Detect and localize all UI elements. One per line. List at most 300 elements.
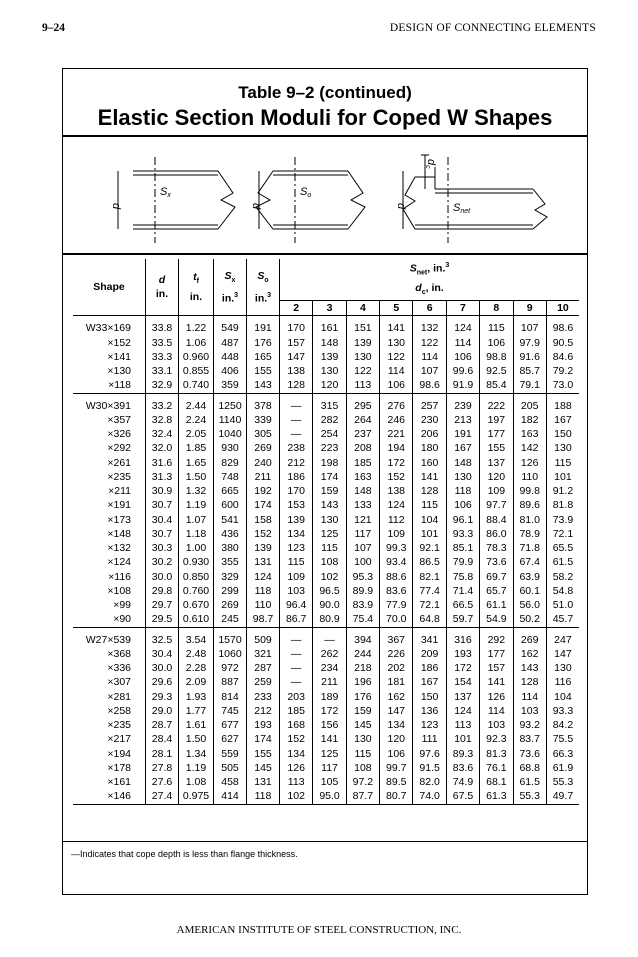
value-cell: 264 [346, 413, 379, 427]
value-cell: 30.3 [146, 541, 179, 555]
value-cell: 1.77 [179, 704, 214, 718]
table-row [73, 321, 579, 335]
value-cell: 1040 [214, 427, 247, 441]
value-cell: 541 [214, 513, 247, 527]
dc-value-header: 4 [346, 301, 379, 316]
value-cell: 103 [513, 704, 546, 718]
value-cell: 2.44 [179, 399, 214, 413]
value-cell: 100 [346, 555, 379, 569]
value-cell: 180 [413, 441, 446, 455]
table-row [73, 527, 579, 541]
value-cell: 188 [546, 399, 579, 413]
value-cell: 109 [380, 527, 413, 541]
value-cell: 254 [313, 427, 346, 441]
value-cell: 128 [513, 675, 546, 689]
col-d-header: d in. [146, 259, 179, 316]
value-cell: 174 [247, 498, 280, 512]
value-cell: 33.3 [146, 350, 179, 364]
shape-cell: ×148 [107, 527, 131, 540]
value-cell: 61.9 [546, 761, 579, 775]
value-cell: 151 [346, 321, 379, 335]
value-cell: 305 [247, 427, 280, 441]
value-cell: 186 [280, 470, 313, 484]
shape-cell: ×178 [107, 761, 131, 774]
value-cell: 1060 [214, 647, 247, 661]
value-cell: 133 [346, 498, 379, 512]
value-cell: 1140 [214, 413, 247, 427]
value-cell: 122 [413, 336, 446, 350]
dc-value-header: 10 [546, 301, 579, 316]
value-cell: 125 [313, 527, 346, 541]
value-cell: 101 [546, 470, 579, 484]
value-cell: 0.930 [179, 555, 214, 569]
value-cell: 55.3 [513, 789, 546, 804]
value-cell: 161 [313, 321, 346, 335]
value-cell: 73.6 [480, 555, 513, 569]
value-cell: 50.2 [513, 612, 546, 627]
value-cell: 1.19 [179, 761, 214, 775]
value-cell: 665 [214, 484, 247, 498]
value-cell: 91.5 [413, 761, 446, 775]
value-cell: 321 [247, 647, 280, 661]
value-cell: 1.85 [179, 441, 214, 455]
value-cell: 98.7 [247, 612, 280, 627]
diagram-dc-label: dc [424, 159, 437, 169]
value-cell: 88.6 [380, 570, 413, 584]
value-cell: 160 [413, 456, 446, 470]
table-title [63, 83, 587, 131]
value-cell: 27.4 [146, 789, 179, 804]
value-cell: 117 [313, 761, 346, 775]
shape-cell: ×368 [107, 647, 131, 660]
dc-value-header: 9 [513, 301, 546, 316]
shape-cell: ×235 [107, 470, 131, 483]
value-cell: 295 [346, 399, 379, 413]
value-cell: 154 [446, 675, 479, 689]
value-cell: 174 [313, 470, 346, 484]
value-cell: 157 [280, 336, 313, 350]
value-cell: — [280, 675, 313, 689]
value-cell: 58.2 [546, 570, 579, 584]
table-frame [62, 68, 588, 895]
table-title-line2: Elastic Section Moduli for Coped W Shapes [97, 105, 553, 130]
value-cell: 226 [380, 647, 413, 661]
value-cell: 165 [247, 350, 280, 364]
value-cell: 1.22 [179, 321, 214, 335]
value-cell: 102 [313, 570, 346, 584]
shape-cell: ×108 [107, 584, 131, 597]
value-cell: 152 [247, 527, 280, 541]
shape-cell: ×132 [107, 542, 131, 555]
value-cell: 91.9 [446, 378, 479, 393]
value-cell: 86.7 [280, 612, 313, 627]
value-cell: 81.8 [546, 498, 579, 512]
value-cell: 172 [380, 456, 413, 470]
value-cell: 116 [546, 675, 579, 689]
value-cell: 189 [313, 690, 346, 704]
value-cell: 61.5 [546, 555, 579, 569]
value-cell: 130 [346, 350, 379, 364]
value-cell: 367 [380, 633, 413, 647]
value-cell: 177 [480, 647, 513, 661]
running-head [42, 22, 596, 36]
shape-cell: ×90 [73, 612, 146, 627]
value-cell: 152 [380, 470, 413, 484]
value-cell: 292 [480, 633, 513, 647]
value-cell: 0.760 [179, 584, 214, 598]
value-cell: 150 [413, 690, 446, 704]
table-row [73, 789, 579, 804]
diagram-d-label-3: d [395, 203, 407, 210]
value-cell: 1.00 [179, 541, 214, 555]
value-cell: 240 [247, 456, 280, 470]
value-cell: 246 [380, 413, 413, 427]
value-cell: 259 [247, 675, 280, 689]
value-cell: 66.5 [446, 598, 479, 612]
value-cell: 132 [413, 321, 446, 335]
value-cell: 86.0 [480, 527, 513, 541]
value-cell: 223 [313, 441, 346, 455]
value-cell: 505 [214, 761, 247, 775]
value-cell: 170 [280, 484, 313, 498]
value-cell: 887 [214, 675, 247, 689]
shape-cell: ×217 [107, 733, 131, 746]
value-cell: 148 [313, 336, 346, 350]
table-row [73, 336, 579, 350]
table-row [73, 456, 579, 470]
value-cell: 147 [280, 350, 313, 364]
value-cell: 124 [380, 498, 413, 512]
value-cell: 60.1 [513, 584, 546, 598]
value-cell: 198 [313, 456, 346, 470]
value-cell: 99.8 [513, 484, 546, 498]
value-cell: 167 [413, 675, 446, 689]
value-cell: 101 [446, 732, 479, 746]
value-cell: 83.9 [346, 598, 379, 612]
shape-cell: ×146 [73, 789, 146, 804]
footnote: —Indicates that cope depth is less than flange thickness. [71, 849, 298, 859]
value-cell: 106 [480, 336, 513, 350]
value-cell: 102 [280, 789, 313, 804]
value-cell: 549 [214, 321, 247, 335]
value-cell: 101 [413, 527, 446, 541]
table-row [73, 775, 579, 789]
table-row [73, 498, 579, 512]
value-cell: 30.9 [146, 484, 179, 498]
col-sx-header: $S_x$ in.$^3$ [214, 259, 247, 316]
value-cell: 77.9 [380, 598, 413, 612]
value-cell: 359 [214, 378, 247, 393]
value-cell: 28.7 [146, 718, 179, 732]
value-cell: 143 [513, 661, 546, 675]
value-cell: 155 [247, 747, 280, 761]
value-cell: 113 [446, 718, 479, 732]
value-cell: 167 [446, 441, 479, 455]
value-cell: 120 [313, 378, 346, 393]
value-cell: 0.670 [179, 598, 214, 612]
value-cell: 45.7 [546, 612, 579, 627]
page-number: 9–24 [42, 22, 65, 34]
value-cell: 185 [346, 456, 379, 470]
value-cell: 114 [480, 704, 513, 718]
dc-value-header: 7 [446, 301, 479, 316]
value-cell: 76.1 [480, 761, 513, 775]
value-cell: 84.6 [546, 350, 579, 364]
value-cell: 93.3 [546, 704, 579, 718]
value-cell: 64.8 [413, 612, 446, 627]
value-cell: 30.4 [146, 647, 179, 661]
table-row [73, 399, 579, 413]
value-cell: 134 [380, 718, 413, 732]
value-cell: 30.7 [146, 498, 179, 512]
value-cell: 122 [346, 364, 379, 378]
value-cell: 2.09 [179, 675, 214, 689]
value-cell: 185 [280, 704, 313, 718]
value-cell: 123 [280, 541, 313, 555]
value-cell: 212 [247, 704, 280, 718]
table-row [73, 427, 579, 441]
value-cell: 29.6 [146, 675, 179, 689]
value-cell: 130 [313, 364, 346, 378]
value-cell: 0.855 [179, 364, 214, 378]
title-rule [63, 135, 587, 137]
value-cell: 113 [346, 378, 379, 393]
value-cell: 30.0 [146, 661, 179, 675]
value-cell: 107 [413, 364, 446, 378]
value-cell: 159 [313, 484, 346, 498]
shape-cell: ×118 [73, 378, 146, 393]
value-cell: 75.5 [546, 732, 579, 746]
value-cell: 159 [346, 704, 379, 718]
value-cell: 213 [446, 413, 479, 427]
value-cell: 0.960 [179, 350, 214, 364]
value-cell: 143 [313, 498, 346, 512]
diagram-d-label-2: d [250, 203, 262, 210]
value-cell: 30.0 [146, 570, 179, 584]
value-cell: 202 [380, 661, 413, 675]
value-cell: 28.1 [146, 747, 179, 761]
value-cell: 930 [214, 441, 247, 455]
value-cell: 1250 [214, 399, 247, 413]
value-cell: 139 [247, 541, 280, 555]
table-row [73, 598, 579, 612]
value-cell: 247 [546, 633, 579, 647]
value-cell: 170 [280, 321, 313, 335]
value-cell: 33.8 [146, 321, 179, 335]
value-cell: 186 [413, 661, 446, 675]
value-cell: 81.3 [480, 747, 513, 761]
shape-cell: W27×539 [85, 633, 131, 646]
value-cell: 233 [247, 690, 280, 704]
table-row [73, 661, 579, 675]
value-cell: 82.0 [413, 775, 446, 789]
value-cell: 32.9 [146, 378, 179, 393]
value-cell: 115 [346, 747, 379, 761]
value-cell: 99.7 [380, 761, 413, 775]
value-cell: 378 [247, 399, 280, 413]
value-cell: 75.4 [346, 612, 379, 627]
value-cell: 95.0 [313, 789, 346, 804]
value-cell: 108 [313, 555, 346, 569]
value-cell: 677 [214, 718, 247, 732]
value-cell: 222 [480, 399, 513, 413]
value-cell: 33.2 [146, 399, 179, 413]
value-cell: 130 [346, 732, 379, 746]
value-cell: — [280, 427, 313, 441]
diagram-snet-label: Snet [453, 202, 471, 215]
table-row [73, 761, 579, 775]
value-cell: 122 [380, 350, 413, 364]
value-cell: 114 [446, 336, 479, 350]
shape-cell: ×258 [107, 704, 131, 717]
value-cell: 67.5 [446, 789, 479, 804]
dc-value-header: 5 [380, 301, 413, 316]
table-row [73, 675, 579, 689]
value-cell: 177 [480, 427, 513, 441]
value-cell: 748 [214, 470, 247, 484]
value-cell: 196 [346, 675, 379, 689]
value-cell: 108 [346, 761, 379, 775]
value-cell: 1.07 [179, 513, 214, 527]
value-cell: 118 [446, 484, 479, 498]
value-cell: 79.2 [546, 364, 579, 378]
value-cell: 89.9 [346, 584, 379, 598]
value-cell: — [313, 633, 346, 647]
value-cell: — [280, 633, 313, 647]
diagram-d-label-1: d [110, 203, 122, 210]
shape-cell: ×99 [113, 599, 131, 612]
value-cell: 509 [247, 633, 280, 647]
value-cell: 269 [247, 441, 280, 455]
value-cell: 68.1 [480, 775, 513, 789]
value-cell: 128 [413, 484, 446, 498]
value-cell: 143 [247, 378, 280, 393]
value-cell: 90.0 [313, 598, 346, 612]
shape-cell: W33×169 [85, 322, 131, 335]
value-cell: 136 [413, 704, 446, 718]
shape-cell: ×194 [107, 747, 131, 760]
value-cell: 88.4 [480, 513, 513, 527]
value-cell: 0.610 [179, 612, 214, 627]
value-cell: 89.5 [380, 775, 413, 789]
value-cell: 155 [480, 441, 513, 455]
value-cell: 163 [346, 470, 379, 484]
value-cell: 1.19 [179, 498, 214, 512]
value-cell: 167 [546, 413, 579, 427]
value-cell: 1.50 [179, 470, 214, 484]
shape-cell: W30×391 [85, 399, 131, 412]
col-tf-header: $t_f$ in. [179, 259, 214, 316]
value-cell: 54.8 [546, 584, 579, 598]
value-cell: 118 [247, 584, 280, 598]
value-cell: 139 [346, 336, 379, 350]
value-cell: 137 [446, 690, 479, 704]
value-cell: 106 [446, 498, 479, 512]
value-cell: 61.1 [480, 598, 513, 612]
value-cell: 103 [280, 584, 313, 598]
value-cell: 73.6 [513, 747, 546, 761]
value-cell: 80.9 [313, 612, 346, 627]
diagram-rule [63, 253, 587, 255]
value-cell: 211 [247, 470, 280, 484]
table-row [73, 704, 579, 718]
value-cell: 2.24 [179, 413, 214, 427]
value-cell: 29.0 [146, 704, 179, 718]
value-cell: 96.1 [446, 513, 479, 527]
dc-value-header: 6 [413, 301, 446, 316]
value-cell: 487 [214, 336, 247, 350]
value-cell: 96.4 [280, 598, 313, 612]
value-cell: 134 [280, 527, 313, 541]
value-cell: 82.1 [413, 570, 446, 584]
value-cell: 32.4 [146, 427, 179, 441]
value-cell: 92.3 [480, 732, 513, 746]
table-row [73, 441, 579, 455]
value-cell: 104 [546, 690, 579, 704]
value-cell: 75.8 [446, 570, 479, 584]
value-cell: 67.4 [513, 555, 546, 569]
value-cell: 109 [280, 570, 313, 584]
table-row [73, 470, 579, 484]
table-row [73, 378, 579, 393]
value-cell: 139 [280, 513, 313, 527]
value-cell: 31.3 [146, 470, 179, 484]
running-footer: AMERICAN INSTITUTE OF STEEL CONSTRUCTION, INC. [176, 924, 462, 936]
value-cell: 176 [346, 690, 379, 704]
value-cell: 239 [446, 399, 479, 413]
value-cell: 0.740 [179, 378, 214, 393]
value-cell: 83.6 [446, 761, 479, 775]
table-row [73, 413, 579, 427]
value-cell: 3.54 [179, 633, 214, 647]
value-cell: 191 [446, 427, 479, 441]
value-cell: 218 [346, 661, 379, 675]
value-cell: 203 [280, 690, 313, 704]
value-cell: 125 [313, 747, 346, 761]
value-cell: 106 [380, 747, 413, 761]
value-cell: 244 [346, 647, 379, 661]
value-cell: 153 [280, 498, 313, 512]
value-cell: 162 [513, 647, 546, 661]
value-cell: 109 [480, 484, 513, 498]
value-cell: 56.0 [513, 598, 546, 612]
table-row [73, 541, 579, 555]
value-cell: 414 [214, 789, 247, 804]
shape-cell: ×116 [108, 570, 131, 583]
value-cell: 107 [346, 541, 379, 555]
shape-cell: ×211 [108, 485, 131, 498]
value-cell: 120 [480, 470, 513, 484]
value-cell: 72.1 [546, 527, 579, 541]
value-cell: 130 [446, 470, 479, 484]
value-cell: 90.5 [546, 336, 579, 350]
value-cell: 30.7 [146, 527, 179, 541]
value-cell: 237 [346, 427, 379, 441]
value-cell: 2.28 [179, 661, 214, 675]
shape-cell: ×261 [107, 456, 131, 469]
value-cell: 1.50 [179, 732, 214, 746]
value-cell: 2.48 [179, 647, 214, 661]
table-row [73, 555, 579, 569]
value-cell: 32.5 [146, 633, 179, 647]
value-cell: 114 [413, 350, 446, 364]
shape-cell: ×235 [107, 719, 131, 732]
value-cell: 85.1 [446, 541, 479, 555]
value-cell: 600 [214, 498, 247, 512]
value-cell: 93.3 [446, 527, 479, 541]
value-cell: 54.9 [480, 612, 513, 627]
value-cell: 29.7 [146, 598, 179, 612]
